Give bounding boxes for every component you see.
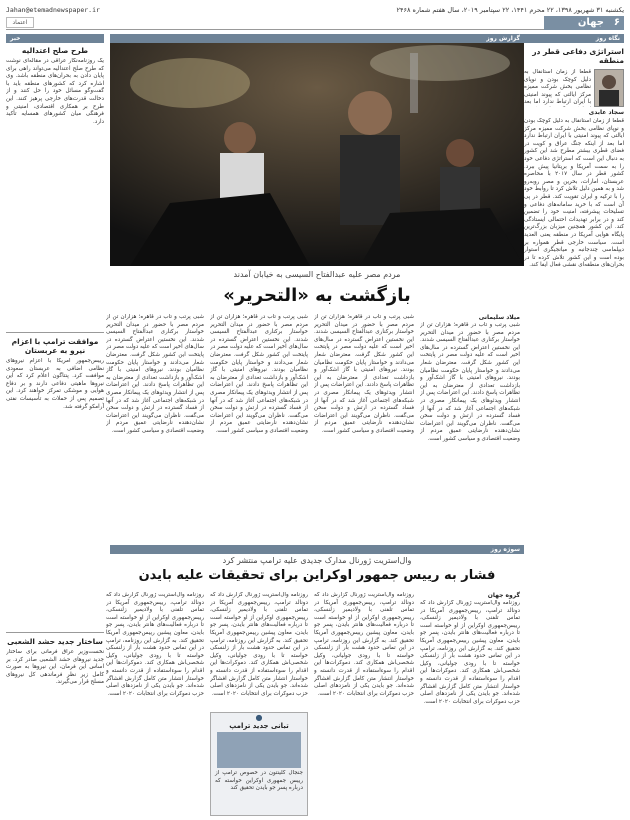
news-tag: خبر <box>6 34 104 43</box>
column-body: قطعاً از زمان آستانفال به دلیل کوچک بودن و نوپای نظامی بخش شرکت ممیزه مرکز ایالتی که پیوند امنیتی با ایران ارتباط ندارد اما بعد از اینکه جنگ عراق و کویت در فضای قطری بیشتر مطرح شد این کشور به دنبال این است که استراتژی دفاعی خود را به سمت آمریکا و بریتانیا پیش ببرد. کشور قطر در سال ۲۰۱۷ با محاصره عربستان، امارات، بحرین و مصر روبه‌رو شد و به همین دلیل تلاش کرد تا روابط خود را با ترکیه و ایران تقویت کند. قطر در پی آن است که با خرید سامانه‌های دفاعی و تسلیحات پیشرفته، امنیت خود را تضمین کند و در برابر تهدیدات احتمالی ایستادگی کند. این کشور همچنین میزبان بزرگ‌ترین پایگاه هوایی آمریکا در منطقه یعنی العدید است. سیاست خارجی قطر همواره بر دیپلماسی چندجانبه و میانجیگری استوار بوده است و این کشور تلاش کرده تا در بحران‌های منطقه‌ای نقشی فعال ایفا کند. <box>524 118 624 269</box>
author-name: سجاد عابدی <box>588 109 624 116</box>
protest-scene-icon <box>110 43 524 266</box>
inset-caption: جنجال کلینتون در خصوص ترامپ از رییس جمهوری اوکراین خواسته که درباره پسر جو بایدن تحقیق کند <box>215 770 303 792</box>
newspaper-logo: اعتماد <box>6 17 34 28</box>
main-story-tag: گزارش روز <box>110 34 524 43</box>
inset-icon: ● <box>255 713 263 722</box>
main-author: میلاد سلیمانی <box>478 314 520 321</box>
inset-photo <box>217 732 301 768</box>
site-email[interactable]: Jahan@etemadnewspaper.ir <box>6 6 100 14</box>
second-headline: فشار به رییس جمهور اوکراین برای تحقیقات علیه بایدن <box>138 568 496 583</box>
main-body-col-3: شبی پرتب و تاب در قاهره؛ هزاران تن از مردم مصر با حضور در میدان التحریر خواستار برکناری عبدالفتاح السیسی شدند. این نخستین اعتراض گسترده در سال‌های اخیر است که علیه دولت مصر در پایتخت این کشور شکل گرفت. معترضان شعار می‌دادند و خواستار پایان حکومت نظامیان بودند. نیروهای امنیتی با گاز اشک‌آور و بازداشت تعدادی از معترضان به این تظاهرات پاسخ دادند. این اعتراضات پس از انتشار ویدئوهای یک پیمانکار مصری در شبکه‌های اجتماعی آغاز شد که در آنها از فساد گسترده در ارتش و دولت سخن می‌گفت. ناظران می‌گویند این اعتراضات نشان‌دهنده نارضایتی عمیق مردم از وضعیت اقتصادی و سیاسی کشور است. <box>210 314 308 434</box>
author-portrait-icon <box>595 70 623 106</box>
inset-box <box>210 712 308 816</box>
main-body-col-1: شبی پرتب و تاب در قاهره؛ هزاران تن از مردم مصر با حضور در میدان التحریر خواستار برکناری عبدالفتاح السیسی شدند. این نخستین اعتراض گسترده در سال‌های اخیر است که علیه دولت مصر در پایتخت این کشور شکل گرفت. معترضان شعار می‌دادند و خواستار پایان حکومت نظامیان بودند. نیروهای امنیتی با گاز اشک‌آور و بازداشت تعدادی از معترضان به این تظاهرات پاسخ دادند. این اعتراضات پس از انتشار ویدئوهای یک پیمانکار مصری در شبکه‌های اجتماعی آغاز شد که در آنها از فساد گسترده در ارتش و دولت سخن می‌گفت. ناظران می‌گویند این اعتراضات نشان‌دهنده نارضایتی عمیق مردم از وضعیت اقتصادی و سیاسی کشور است. <box>420 322 520 442</box>
protest-photo <box>110 43 524 266</box>
main-headline: بازگشت به «التحریر» <box>223 285 411 306</box>
left-column <box>6 34 104 816</box>
second-body-col-4: روزنامه وال‌استریت ژورنال گزارش داد که دونالد ترامپ، رییس‌جمهوری آمریکا در تماس تلفنی با ولادیمیر زلنسکی، رییس‌جمهوری اوکراین از او خواسته است تا درباره فعالیت‌های هانتر بایدن، پسر جو بایدن، معاون پیشین رییس‌جمهوری آمریکا تحقیق کند. به گزارش این روزنامه، ترامپ در این تماس حدود هشت بار از زلنسکی خواسته تا با رودی جولیانی، وکیل شخصی‌اش همکاری کند. دموکرات‌ها این اقدام را سوءاستفاده از قدرت دانسته و خواستار انتشار متن کامل گزارش افشاگر شده‌اند. جو بایدن یکی از نامزدهای اصلی حزب دموکرات برای انتخابات ۲۰۲۰ است. <box>106 592 204 697</box>
second-body-col-1: روزنامه وال‌استریت ژورنال گزارش داد که دونالد ترامپ، رییس‌جمهوری آمریکا در تماس تلفنی با ولادیمیر زلنسکی، رییس‌جمهوری اوکراین از او خواسته است تا درباره فعالیت‌های هانتر بایدن، پسر جو بایدن، معاون پیشین رییس‌جمهوری آمریکا تحقیق کند. به گزارش این روزنامه، ترامپ در این تماس حدود هشت بار از زلنسکی خواسته تا با رودی جولیانی، وکیل شخصی‌اش همکاری کند. دموکرات‌ها این اقدام را سوءاستفاده از قدرت دانسته و خواستار انتشار متن کامل گزارش افشاگر شده‌اند. جو بایدن یکی از نامزدهای اصلی حزب دموکرات برای انتخابات ۲۰۲۰ است. <box>420 600 520 705</box>
news-title-2: موافقت ترامپ با اعزام نیرو به عربستان <box>11 337 99 355</box>
page-number: ۶ <box>613 17 620 28</box>
news-title-3: ساختار جدید حشد الشعبی <box>7 637 103 646</box>
section-title: جهان <box>544 16 624 30</box>
main-kicker: مردم مصر علیه عبدالفتاح السیسی به خیابان آمدند <box>233 270 401 279</box>
author-photo <box>594 69 624 107</box>
news-body-3: نخست‌وزیر عراق فرمانی برای ساختار جدید نیروهای حشد الشعبی صادر کرد. بر اساس این فرمان، این نیروها به صورت کامل زیر نظر فرماندهی کل نیروهای مسلح قرار می‌گیرند. <box>6 649 104 686</box>
main-body-col-2: شبی پرتب و تاب در قاهره؛ هزاران تن از مردم مصر با حضور در میدان التحریر خواستار برکناری عبدالفتاح السیسی شدند. این نخستین اعتراض گسترده در سال‌های اخیر است که علیه دولت مصر در پایتخت این کشور شکل گرفت. معترضان شعار می‌دادند و خواستار پایان حکومت نظامیان بودند. نیروهای امنیتی با گاز اشک‌آور و بازداشت تعدادی از معترضان به این تظاهرات پاسخ دادند. این اعتراضات پس از انتشار ویدئوهای یک پیمانکار مصری در شبکه‌های اجتماعی آغاز شد که در آنها از فساد گسترده در ارتش و دولت سخن می‌گفت. ناظران می‌گویند این اعتراضات نشان‌دهنده نارضایتی عمیق مردم از وضعیت اقتصادی و سیاسی کشور است. <box>314 314 414 434</box>
news-title-1: طرح صلح اعتدالیه <box>21 46 89 55</box>
column-tag: نگاه روز <box>524 34 624 43</box>
second-story-tag: سوژه روز <box>110 545 524 554</box>
second-author: گروه جهان <box>487 592 520 599</box>
main-body-col-4: شبی پرتب و تاب در قاهره؛ هزاران تن از مردم مصر با حضور در میدان التحریر خواستار برکناری عبدالفتاح السیسی شدند. این نخستین اعتراض گسترده در سال‌های اخیر است که علیه دولت مصر در پایتخت این کشور شکل گرفت. معترضان شعار می‌دادند و خواستار پایان حکومت نظامیان بودند. نیروهای امنیتی با گاز اشک‌آور و بازداشت تعدادی از معترضان به این تظاهرات پاسخ دادند. این اعتراضات پس از انتشار ویدئوهای یک پیمانکار مصری در شبکه‌های اجتماعی آغاز شد که در آنها از فساد گسترده در ارتش و دولت سخن می‌گفت. ناظران می‌گویند این اعتراضات نشان‌دهنده نارضایتی عمیق مردم از وضعیت اقتصادی و سیاسی کشور است. <box>106 314 204 434</box>
column-intro: قطعاً از زمان آستانفال به دلیل کوچک بودن و نوپای نظامی بخش شرکت ممیزه مرکز ایالتی که پیوند امنیتی با ایران ارتباط ندارد اما بعد <box>524 69 591 106</box>
section-header <box>6 16 624 30</box>
issue-date: یکشنبه ۳۱ شهریور ۱۳۹۸، ۲۲ محرم ۱۴۴۱، ۲۲ سپتامبر ۲۰۱۹، سال هفتم شماره ۲۴۶۸ <box>396 6 624 14</box>
news-body-2: رییس‌جمهور آمریکا با اعزام نیروهای نظامی اضافی به عربستان سعودی موافقت کرد. پنتاگون اعلام کرد که این نیروها ماهیتی دفاعی دارند و بر دفاع هوایی و موشکی تمرکز خواهند کرد. این تصمیم پس از حملات به تأسیسات نفتی آرامکو گرفته شد. <box>6 358 104 410</box>
column-title: استراتژی دفاعی قطر در منطقه <box>532 47 624 65</box>
second-body-col-2: روزنامه وال‌استریت ژورنال گزارش داد که دونالد ترامپ، رییس‌جمهوری آمریکا در تماس تلفنی با ولادیمیر زلنسکی، رییس‌جمهوری اوکراین از او خواسته است تا درباره فعالیت‌های هانتر بایدن، پسر جو بایدن، معاون پیشین رییس‌جمهوری آمریکا تحقیق کند. به گزارش این روزنامه، ترامپ در این تماس حدود هشت بار از زلنسکی خواسته تا با رودی جولیانی، وکیل شخصی‌اش همکاری کند. دموکرات‌ها این اقدام را سوءاستفاده از قدرت دانسته و خواستار انتشار متن کامل گزارش افشاگر شده‌اند. جو بایدن یکی از نامزدهای اصلی حزب دموکرات برای انتخابات ۲۰۲۰ است. <box>314 592 414 697</box>
right-column <box>524 34 624 816</box>
second-body-col-3: روزنامه وال‌استریت ژورنال گزارش داد که دونالد ترامپ، رییس‌جمهوری آمریکا در تماس تلفنی با ولادیمیر زلنسکی، رییس‌جمهوری اوکراین از او خواسته است تا درباره فعالیت‌های هانتر بایدن، پسر جو بایدن، معاون پیشین رییس‌جمهوری آمریکا تحقیق کند. به گزارش این روزنامه، ترامپ در این تماس حدود هشت بار از زلنسکی خواسته تا با رودی جولیانی، وکیل شخصی‌اش همکاری کند. دموکرات‌ها این اقدام را سوءاستفاده از قدرت دانسته و خواستار انتشار متن کامل گزارش افشاگر شده‌اند. جو بایدن یکی از نامزدهای اصلی حزب دموکرات برای انتخابات ۲۰۲۰ است. <box>210 592 308 697</box>
inset-title: تبانی جدید ترامپ <box>229 722 289 730</box>
second-kicker: وال‌استریت ژورنال مدارک جدیدی علیه ترامپ منتشر کرد <box>222 556 412 565</box>
news-body-1: یک روزنامه‌نگار عراقی در مقاله‌ای نوشت که طرح صلح اعتدالیه می‌تواند راهی برای پایان دادن به بحران‌های منطقه باشد. وی اشاره کرد که کشورهای منطقه باید با گفت‌وگو مسائل خود را حل کنند و از دخالت قدرت‌های خارجی پرهیز کنند. این طرح بر همکاری اقتصادی، امنیتی و فرهنگی میان کشورهای همسایه تأکید دارد. <box>6 58 104 125</box>
top-bar <box>6 4 624 16</box>
